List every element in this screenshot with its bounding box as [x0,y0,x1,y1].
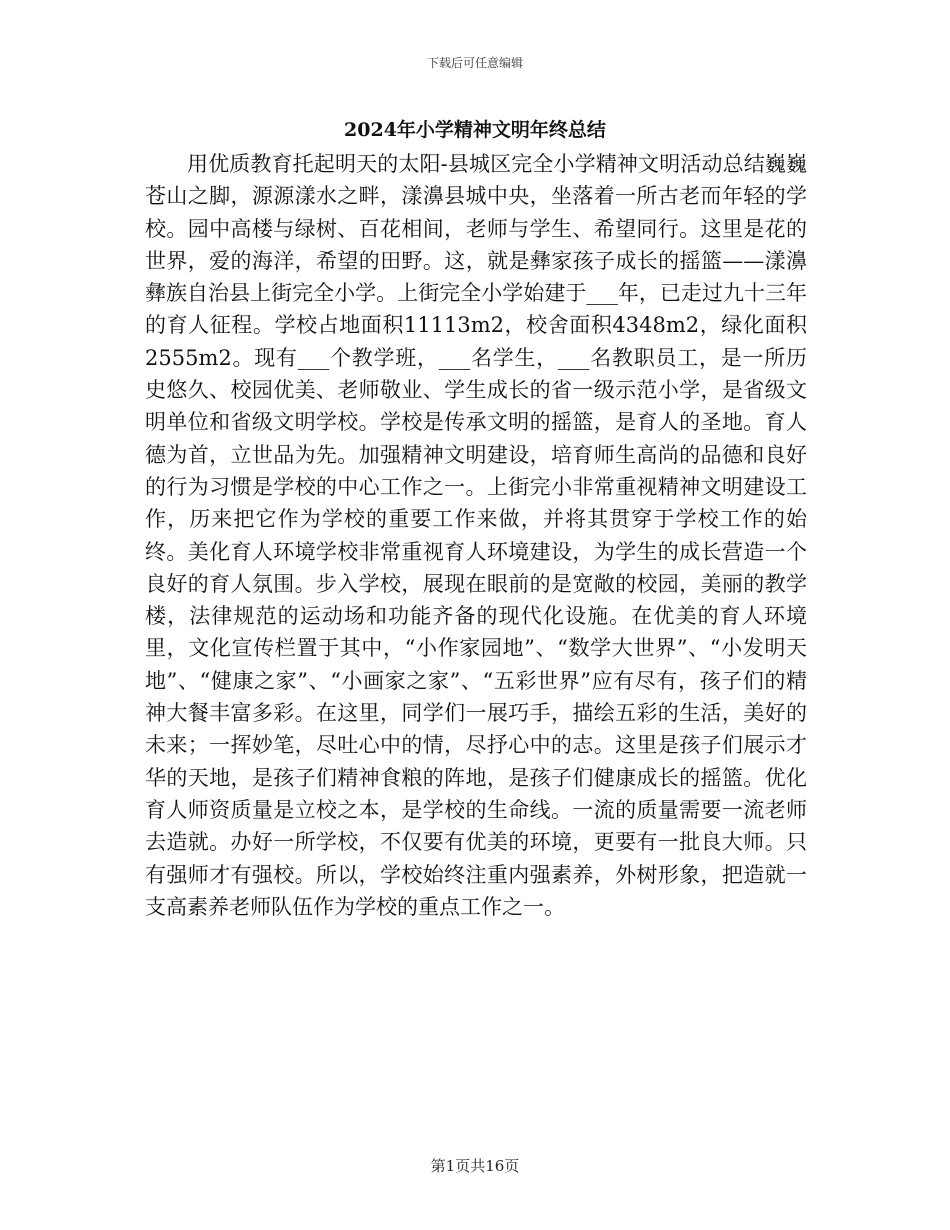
page-indicator: 第1页共16页 [430,1157,520,1175]
header-note: 下载后可任意编辑 [426,56,523,70]
document-body: 用优质教育托起明天的太阳-县城区完全小学精神文明活动总结巍巍苍山之脚，源源漾水之畔，漾濞县城中央，坐落着一所古老而年轻的学校。园中高楼与绿树、百花相间，老师与学生、希望同行。这里是花的世界，爱的海洋，希望的田野。这，就是彝家孩子成长的摇篮——漾濞彝族自治县上街完全小学。上街完全小学始建于___年，已走过九十三年的育人征程。学校占地面积11113m2，校舍面积4348m2，绿化面积2555m2。现有___个教学班，___名学生，___名教职员工，是一所历史悠久、校园优美、老师敬业、学生成长的省一级示范小学，是省级文明单位和省级文明学校。学校是传承文明的摇篮，是育人的圣地。育人德为首，立世品为先。加强精神文明建设，培育师生高尚的品德和良好的行为习惯是学校的中心工作之一。上街完小非常重视精神文明建设工作，历来把它作为学校的重要工作来做，并将其贯穿于学校工作的始终。美化育人环境学校非常重视育人环境建设，为学生的成长营造一个良好的育人氛围。步入学校，展现在眼前的是宽敞的校园，美丽的教学楼，法律规范的运动场和功能齐备的现代化设施。在优美的育人环境里，文化宣传栏置于其中，“小作家园地”、“数学大世界”、“小发明天地”、“健康之家”、“小画家之家”、“五彩世界”应有尽有，孩子们的精神大餐丰富多彩。在这里，同学们一展巧手，描绘五彩的生活，美好的未来；一挥妙笔，尽吐心中的情，尽抒心中的志。这里是孩子们展示才华的天地，是孩子们精神食粮的阵地，是孩子们健康成长的摇篮。优化育人师资质量是立校之本，是学校的生命线。一流的质量需要一流老师去造就。办好一所学校，不仅要有优美的环境，更要有一批良大师。只有强师才有强校。所以，学校始终注重内强素养，外树形象，把造就一支高素养老师队伍作为学校的重点工作之一。 [145,152,807,919]
document-title: 2024年小学精神文明年终总结 [344,119,606,141]
